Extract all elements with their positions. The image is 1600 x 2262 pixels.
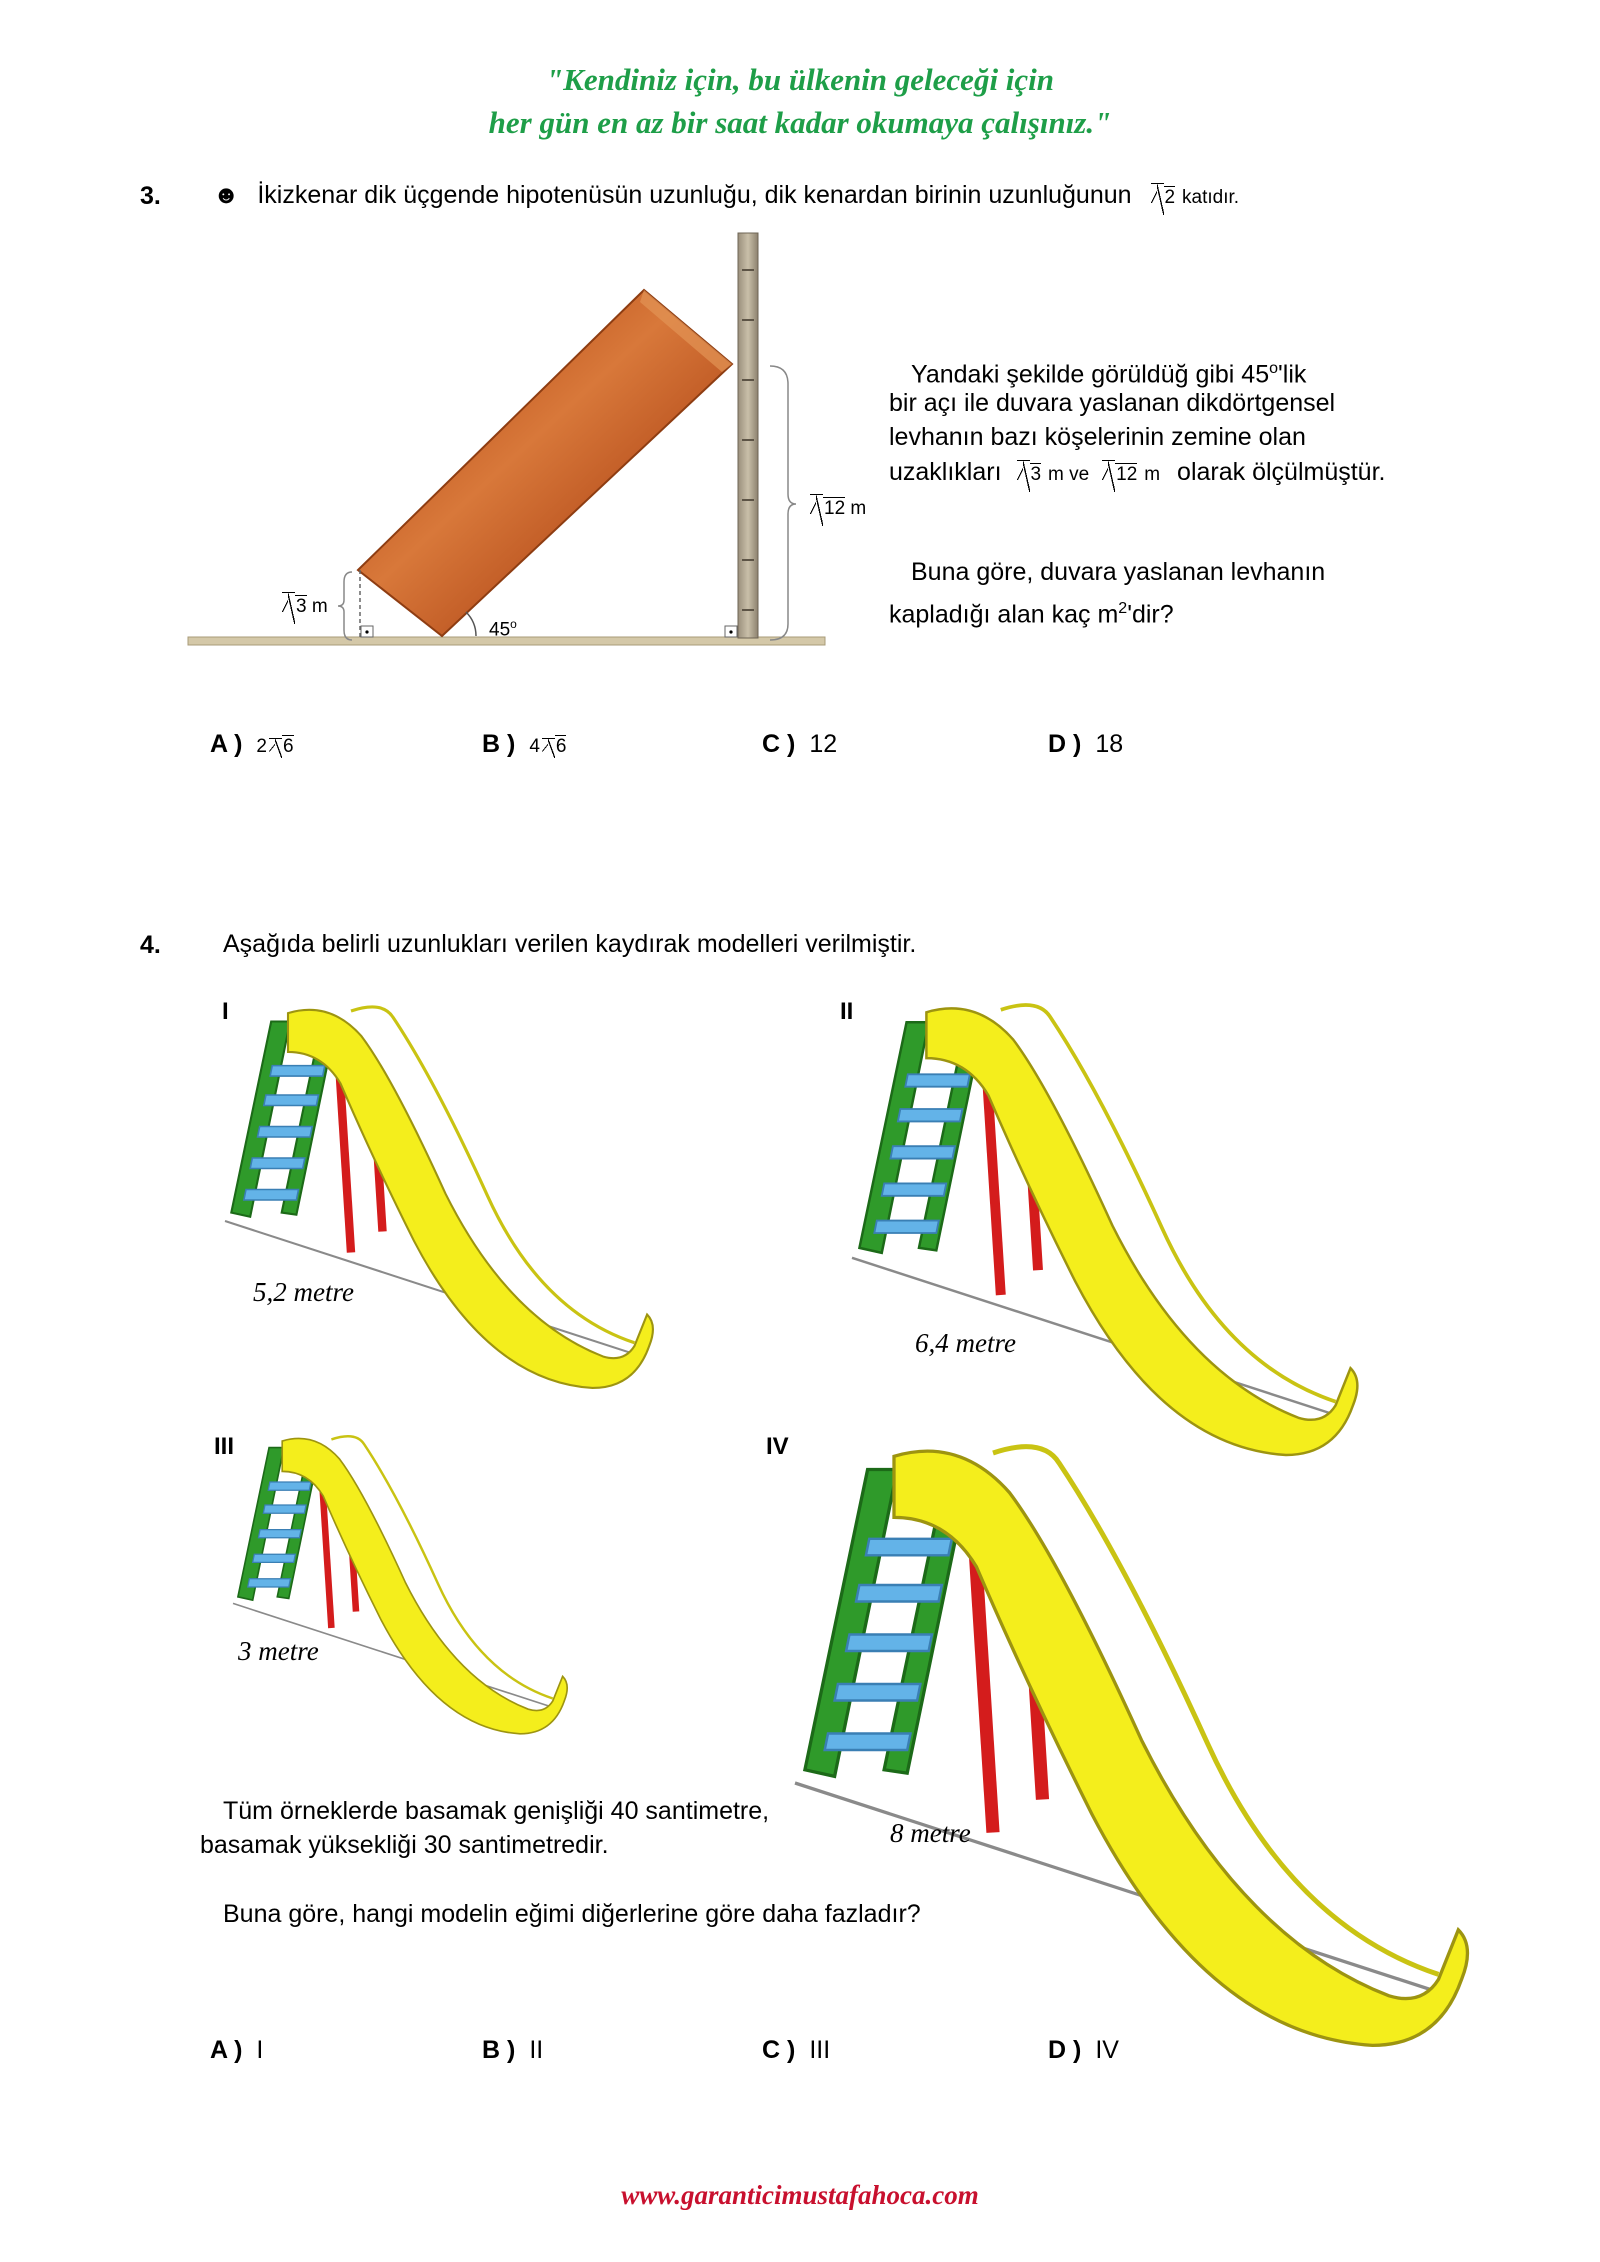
- q4-option-b[interactable]: B ) II: [482, 2036, 544, 2064]
- q4-question: Buna göre, hangi modelin eğimi diğerlerine göre daha fazladır?: [223, 1900, 921, 1928]
- left-height-label: 3 m: [280, 590, 328, 624]
- q3-question-line-1: Buna göre, duvara yaslanan levhanın: [911, 558, 1326, 586]
- slide-length-4: 8 metre: [890, 1818, 971, 1848]
- slide-model-3: [233, 1436, 567, 1734]
- slide-label-3: III: [214, 1433, 235, 1460]
- q4-option-d[interactable]: D ) IV: [1048, 2036, 1119, 2064]
- slide-length-1: 5,2 metre: [253, 1277, 354, 1307]
- smiley-bullet-icon: ☻: [213, 181, 240, 209]
- motto-line-2: her gün en az bir saat kadar okumaya çalışınız.": [488, 105, 1112, 140]
- q3-option-b[interactable]: B ) 4 6: [482, 730, 567, 758]
- hint-text: İkizkenar dik üçgende hipotenüsün uzunluğu, dik kenardan birinin uzunluğunun: [257, 181, 1132, 209]
- slide-label-2: II: [840, 998, 854, 1025]
- q3-para-line-2: bir açı ile duvara yaslanan dikdörtgensel: [889, 389, 1336, 417]
- sqrt-2: 2: [1151, 181, 1176, 215]
- motto-line-1: "Kendiniz için, bu ülkenin geleceği için: [545, 62, 1055, 97]
- right-height-label: 12 m: [808, 492, 866, 526]
- question-4-intro: Aşağıda belirli uzunlukları verilen kaydırak modelleri verilmiştir.: [223, 930, 917, 958]
- slide-model-4: [795, 1447, 1467, 2046]
- q3-para-line-1: Yandaki şekilde görüldüğ gibi 45$^o$'lik: [911, 360, 1307, 389]
- q3-option-a[interactable]: A ) 2 6: [210, 730, 294, 758]
- q4-option-a[interactable]: A ) I: [210, 2036, 264, 2064]
- slide-label-1: I: [222, 998, 229, 1025]
- q4-option-c[interactable]: C ) III: [762, 2036, 831, 2064]
- slide-length-2: 6,4 metre: [915, 1328, 1016, 1358]
- slide-label-4: IV: [766, 1433, 789, 1460]
- q4-note-line-2: basamak yüksekliği 30 santimetredir.: [200, 1831, 609, 1859]
- footer-url-link[interactable]: www.garanticimustafahoca.com: [621, 2180, 979, 2210]
- slide-model-1: [225, 1007, 653, 1388]
- hint-suffix: katıdır.: [1182, 187, 1240, 208]
- q3-option-d[interactable]: D ) 18: [1048, 730, 1124, 758]
- q3-question-line-2: kapladığı alan kaç $m^2'dir$?: [889, 600, 1174, 629]
- q3-option-c[interactable]: C ) 12: [762, 730, 838, 758]
- q4-note-line-1: Tüm örneklerde basamak genişliği 40 santimetre,: [223, 1797, 770, 1825]
- question-3-number: 3.: [140, 182, 161, 210]
- slide-model-2: [852, 1005, 1357, 1455]
- angle-label: 45$^o$: [489, 617, 517, 641]
- q3-para-line-3: levhanın bazı köşelerinin zemine olan: [889, 423, 1306, 451]
- q3-para-line-4: uzaklıkları 3 m ve 12 m olarak ölçülmüştür.: [889, 455, 1385, 492]
- question-4-number: 4.: [140, 931, 161, 959]
- slide-length-3: 3 metre: [238, 1636, 319, 1666]
